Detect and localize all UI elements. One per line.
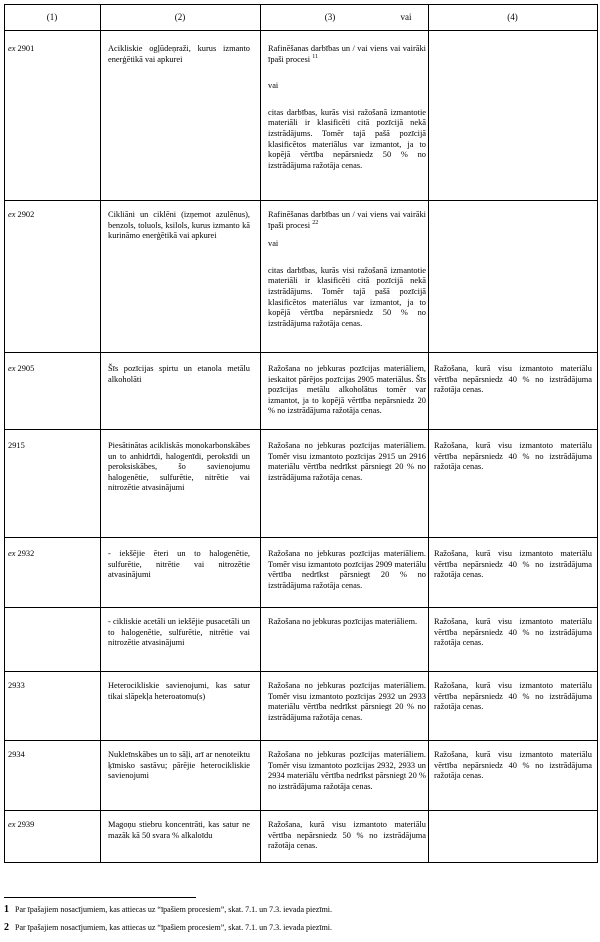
column-divider [260, 4, 261, 862]
column-header-4: (4) [507, 12, 518, 22]
hs-code: ex 2902 [8, 210, 35, 219]
product-description: Acikliskie ogļūdeņraži, kurus izmanto enerģētikā vai apkurei [108, 44, 250, 64]
hs-code: 2933 [8, 681, 25, 690]
footnote [4, 923, 594, 933]
alternative-rule: Ražošana, kurā visu izmantoto materiālu vērtība nepārsniedz 40 % no izstrādājuma ražotāja cenas. [434, 441, 592, 472]
row-divider [4, 671, 598, 672]
working-rule: Ražošana no jebkuras pozīcijas materiāliem. Tomēr visu izmantoto pozīcijas 2932, 2933 un 2934 materiālu vērtība nedrīkst pārsniegt 20 % no izstrādājuma ražotāja cenas. [268, 750, 426, 791]
working-rule: Rafinēšanas darbības un / vai viens vai vairāki īpaši procesi $^{22}$ vai citas darbības, kurās visi ražošanā izmantotie materiāli ir klasificēti citā pozīcijā nekā izstrādājums. Tomēr tajā pašā pozīcijā klasificētos materiālus var izmantot, ja to kopējā vērtība nepārsniedz 50 % no izstrādājuma ražotāja cenas. [268, 210, 426, 328]
column-header-or: vai [400, 12, 412, 22]
hs-code: ex 2901 [8, 44, 35, 53]
product-description: Piesātinātas acikliskās monokarbonskābes un to anhidrīdi, halogenīdi, peroksīdi un peroksiskābes, šo savienojumu halogenētie, sulfurētie, nitrētie vai nitrozētie atvasinājumi [108, 441, 250, 493]
alternative-rule: Ražošana, kurā visu izmantoto materiālu vērtība nepārsniedz 40 % no izstrādājuma ražotāja cenas. [434, 364, 592, 395]
alternative-rule: Ražošana, kurā visu izmantoto materiālu vērtība nepārsniedz 40 % no izstrādājuma ražotāja cenas. [434, 750, 592, 781]
footnote-number: 1 [4, 904, 9, 915]
product-description: Cikliānі un ciklēni (izņemot azulēnus), benzols, toluols, ksilols, kurus izmanto kā kurināmo enerģētikā vai apkurei [108, 210, 250, 241]
row-divider [4, 352, 598, 353]
footnote-text: Par īpašajiem nosacījumiem, kas attiecas uz “īpašiem procesiem”, skat. 7.1. un 7.3. ievada piezīmi. [15, 923, 333, 932]
working-rule: Rafinēšanas darbības un / vai viens vai vairāki īpaši procesi $^{11}$ vai citas darbības, kurās visi ražošanā izmantotie materiāli ir klasificēti citā pozīcijā nekā izstrādājums. Tomēr tajā pašā pozīcijā klasificētos materiālus var izmantot, ja to kopējā vērtība nepārsniedz 50 % no izstrādājuma ražotāja cenas. [268, 44, 426, 170]
column-divider [100, 4, 101, 862]
table-border-left [4, 4, 5, 862]
column-header-1: (1) [46, 12, 58, 22]
working-rule: Ražošana no jebkuras pozīcijas materiāliem. Tomēr visu izmantoto pozīcijas 2915 un 2916 materiālu vērtība nedrīkst pārsniegt 20 % no izstrādājuma ražotāja cenas. [268, 441, 426, 482]
footnote [4, 905, 594, 915]
row-divider [4, 607, 598, 608]
row-divider [4, 810, 598, 811]
footnote-text: Par īpašajiem nosacījumiem, kas attiecas uz “īpašiem procesiem”, skat. 7.1. un 7.3. ievada piezīmi. [15, 905, 333, 914]
row-divider [4, 200, 598, 201]
table-border-top [4, 4, 598, 5]
product-description: - cikliskie acetāli un iekšējie pusacetāli un to halogenētie, sulfurētie, nitrētie vai nitrozētie atvasinājumi [108, 617, 250, 648]
hs-code: ex 2932 [8, 549, 35, 558]
working-rule: Ražošana no jebkuras pozīcijas materiāliem. [268, 617, 418, 626]
alternative-rule: Ražošana, kurā visu izmantoto materiālu vērtība nepārsniedz 40 % no izstrādājuma ražotāja cenas. [434, 549, 592, 580]
table-border-bottom [4, 862, 598, 863]
alternative-working-rule: citas darbības, kurās visi ražošanā izmantotie materiāli ir klasificēti citā pozīcijā nekā izstrādājums. Tomēr tajā pašā pozīcijā klasificētos materiālus var izmantot, ja to kopējā vērtība nepārsniedz 50 % no izstrādājuma ražotāja cenas. [268, 265, 426, 328]
column-header-3: (3) [324, 12, 336, 22]
table-border-right [597, 4, 598, 862]
footnote-number: 2 [4, 922, 9, 933]
header-divider [4, 30, 598, 31]
product-description: - iekšējie ēteri un to halogenētie, sulfurētie, nitrētie vai nitrozētie atvasinājumi [108, 549, 250, 580]
working-rule: Ražošana no jebkuras pozīcijas materiāliem. Tomēr visu izmantoto pozīcijas 2909 materiālu vērtība nedrīkst pārsniegt 20 % no izstrādājuma ražotāja cenas. [268, 549, 426, 590]
product-description: Šīs pozīcijas spirtu un etanola metālu alkoholāti [108, 364, 250, 384]
row-divider [4, 537, 598, 538]
column-divider [428, 4, 429, 862]
product-description: Heterocikliskie savienojumi, kas satur tikai slāpekļa heteroatomu(s) [108, 681, 250, 701]
footnote-separator [4, 897, 196, 898]
hs-code: 2934 [8, 750, 25, 759]
footnote-ref: 22 [312, 219, 319, 226]
or-separator: vai [268, 81, 279, 91]
alternative-working-rule: citas darbības, kurās visi ražošanā izmantotie materiāli ir klasificēti citā pozīcijā nekā izstrādājums. Tomēr tajā pašā pozīcijā klasificētos materiālus var izmantot, ja to kopējā vērtība nepārsniedz 50 % no izstrādājuma ražotāja cenas. [268, 107, 426, 170]
working-rule: Ražošana no jebkuras pozīcijas materiāliem, ieskaitot pārējos pozīcijas 2905 materiālus. Šīs pozīcijas metālu alkoholātus tomēr var izmantot, ja to kopējā vērtība nepārsniedz 20 % no izstrādājuma ražotāja cenas. [268, 364, 426, 416]
product-description: Nukleīnskābes un to sāļi, arī ar nenoteiktu ķīmisko sastāvu; pārējie heterocikliskie savienojumi [108, 750, 250, 781]
alternative-rule: Ražošana, kurā visu izmantoto materiālu vērtība nepārsniedz 40 % no izstrādājuma ražotāja cenas. [434, 617, 592, 648]
hs-code: 2915 [8, 441, 25, 450]
alternative-rule: Ražošana, kurā visu izmantoto materiālu vērtība nepārsniedz 40 % no izstrādājuma ražotāja cenas. [434, 681, 592, 712]
or-separator: vai [268, 239, 279, 249]
working-rule: Ražošana, kurā visu izmantoto materiālu vērtība nepārsniedz 50 % no izstrādājuma ražotāja cenas. [268, 820, 426, 851]
column-header-2: (2) [174, 12, 186, 22]
hs-code: ex 2939 [8, 820, 35, 829]
row-divider [4, 429, 598, 430]
row-divider [4, 740, 598, 741]
hs-code: ex 2905 [8, 364, 35, 373]
product-description: Magoņu stiebru koncentrāti, kas satur ne mazāk kā 50 svara % alkaloīdu [108, 820, 250, 840]
rules-table [4, 4, 598, 862]
footnote-ref: 11 [312, 53, 318, 60]
working-rule: Ražošana no jebkuras pozīcijas materiāliem. Tomēr visu izmantoto pozīcijas 2932 un 2933 materiālu vērtība nedrīkst pārsniegt 20 % no izstrādājuma ražotāja cenas. [268, 681, 426, 722]
